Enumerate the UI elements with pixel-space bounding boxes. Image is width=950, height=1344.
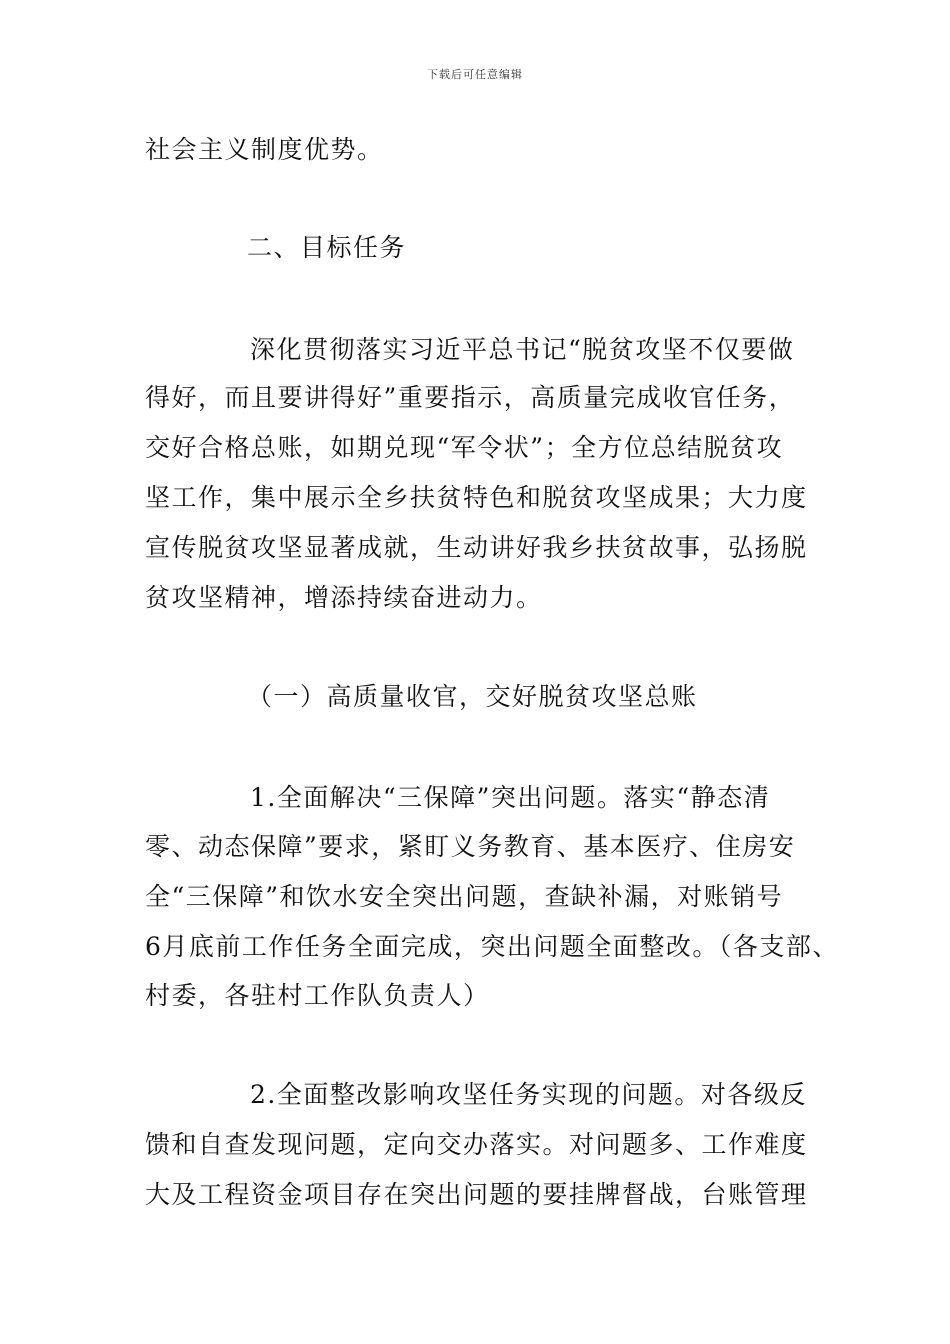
paragraph-line: 全“三保障”和饮水安全突出问题，查缺补漏，对账销号 <box>145 882 784 911</box>
download-note: 下载后可任意编辑 <box>427 68 523 81</box>
paragraph-line: 坚工作，集中展示全乡扶贫特色和脱贫攻坚成果；大力度 <box>145 483 808 512</box>
paragraph-line: 得好，而且要讲得好”重要指示，高质量完成收官任务， <box>145 383 796 412</box>
paragraph-line: 大及工程资金项目存在突出问题的要挂牌督战，台账管理 <box>145 1180 808 1209</box>
paragraph-line: 交好合格总账，如期兑现“军令状”；全方位总结脱贫攻 <box>145 433 784 462</box>
paragraph-line: 村委，各驻村工作队负责人） <box>145 981 490 1010</box>
section-heading: 二、目标任务 <box>247 233 407 262</box>
paragraph-line: 馈和自查发现问题，定向交办落实。对问题多、工作难度 <box>145 1130 808 1159</box>
paragraph-line: 宣传脱贫攻坚显著成就，生动讲好我乡扶贫故事，弘扬脱 <box>145 533 808 562</box>
paragraph-line: 6月底前工作任务全面完成，突出问题全面整改。（各支部、 <box>145 932 839 961</box>
paragraph-line: 零、动态保障”要求，紧盯义务教育、基本医疗、住房安 <box>145 832 796 861</box>
paragraph-line: 社会主义制度优势。 <box>145 135 384 164</box>
subsection-heading: （一）高质量收官，交好脱贫攻坚总账 <box>247 682 698 711</box>
paragraph-line: 贫攻坚精神，增添持续奋进动力。 <box>145 583 543 612</box>
paragraph-line: 1.全面解决“三保障”突出问题。落实“静态清 <box>250 783 771 812</box>
paragraph-line: 2.全面整改影响攻坚任务实现的问题。对各级反 <box>250 1080 807 1109</box>
paragraph-line: 深化贯彻落实习近平总书记“脱贫攻坚不仅要做 <box>250 335 795 364</box>
